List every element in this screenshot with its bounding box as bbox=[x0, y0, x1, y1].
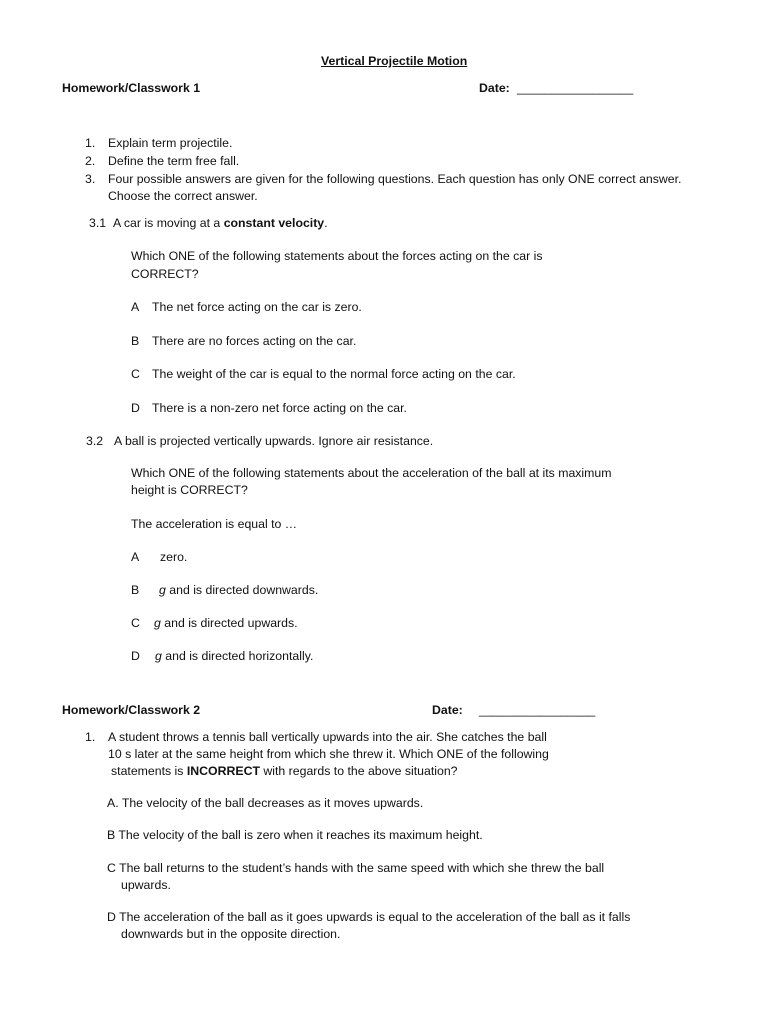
s2-question-1-line3-bold: INCORRECT bbox=[186, 764, 260, 778]
section1-date-blank: _________________ bbox=[517, 81, 634, 95]
s2-option-c-continued: upwards. bbox=[121, 878, 171, 892]
section2-date-blank: _________________ bbox=[479, 703, 596, 717]
q32-option-b-letter: B bbox=[131, 583, 140, 597]
q32-option-a-text: zero. bbox=[160, 550, 188, 564]
item-3-text-continued: Choose the correct answer. bbox=[108, 189, 258, 203]
question-3-2-text: A ball is projected vertically upwards. Ignore air resistance. bbox=[114, 434, 434, 448]
question-3-2-number: 3.2 bbox=[86, 434, 104, 448]
question-3-1-number: 3.1 bbox=[89, 216, 107, 230]
item-3-text: Four possible answers are given for the following questions. Each question has only ONE correct answer. bbox=[108, 172, 682, 186]
question-3-2-prompt: Which ONE of the following statements about the acceleration of the ball at its maximum bbox=[131, 466, 612, 480]
section1-date-label: Date: bbox=[479, 81, 510, 95]
q31-option-a-letter: A bbox=[131, 300, 140, 314]
q32-option-c bbox=[154, 615, 298, 632]
item-1-text: Explain term projectile. bbox=[108, 136, 233, 150]
q32-option-d-letter: D bbox=[131, 649, 140, 663]
q31-option-d-text: There is a non-zero net force acting on the car. bbox=[152, 401, 407, 415]
q31-option-a-text: The net force acting on the car is zero. bbox=[152, 300, 362, 314]
q32-option-c-letter: C bbox=[131, 616, 140, 630]
question-3-1-text: A car is moving at a bbox=[112, 216, 224, 230]
section2-heading: Homework/Classwork 2 bbox=[62, 703, 201, 717]
q32-option-b-symbol: g bbox=[159, 583, 166, 597]
q32-option-c-text: and is directed upwards. bbox=[160, 616, 298, 630]
q31-option-b-letter: B bbox=[131, 334, 140, 348]
s2-option-c: C The ball returns to the student’s hands with the same speed with which she threw the ball bbox=[107, 861, 605, 875]
q32-option-d-text: and is directed horizontally. bbox=[161, 649, 314, 663]
item-2-text: Define the term free fall. bbox=[108, 154, 240, 168]
section1-heading: Homework/Classwork 1 bbox=[62, 81, 201, 95]
question-3-2-prompt-continued: height is CORRECT? bbox=[131, 483, 248, 497]
item-2-number: 2. bbox=[85, 154, 96, 168]
q31-option-c-text: The weight of the car is equal to the normal force acting on the car. bbox=[152, 367, 516, 381]
q32-option-c-symbol: g bbox=[154, 616, 161, 630]
question-3-1 bbox=[89, 215, 328, 232]
question-3-1-prompt-continued: CORRECT? bbox=[131, 267, 199, 281]
section2-date-label: Date: bbox=[432, 703, 463, 717]
q31-option-d-letter: D bbox=[131, 401, 140, 415]
q32-option-b-text: and is directed downwards. bbox=[165, 583, 319, 597]
q32-option-b bbox=[159, 582, 318, 599]
s2-option-a: A. The velocity of the ball decreases as it moves upwards. bbox=[107, 796, 424, 810]
q31-option-b-text: There are no forces acting on the car. bbox=[152, 334, 357, 348]
s2-question-1-line3-a: statements is bbox=[111, 764, 187, 778]
s2-question-1-line1: A student throws a tennis ball vertically upwards into the air. She catches the ball bbox=[108, 730, 547, 744]
question-3-1-prompt: Which ONE of the following statements about the forces acting on the car is bbox=[131, 249, 543, 263]
s2-option-d-continued: downwards but in the opposite direction. bbox=[121, 927, 341, 941]
s2-question-1-line2: 10 s later at the same height from which she threw it. Which ONE of the following bbox=[108, 747, 549, 761]
q31-option-c-letter: C bbox=[131, 367, 140, 381]
s2-question-1-number: 1. bbox=[85, 730, 96, 744]
item-1-number: 1. bbox=[85, 136, 96, 150]
s2-question-1-line3-b: with regards to the above situation? bbox=[259, 764, 458, 778]
s2-option-b: B The velocity of the ball is zero when it reaches its maximum height. bbox=[107, 828, 483, 842]
question-3-1-bold: constant velocity bbox=[223, 216, 325, 230]
item-3-number: 3. bbox=[85, 172, 96, 186]
q32-option-a-letter: A bbox=[131, 550, 140, 564]
question-3-2-lead: The acceleration is equal to … bbox=[131, 517, 298, 531]
q32-option-d-symbol: g bbox=[155, 649, 162, 663]
q32-option-d bbox=[155, 648, 313, 665]
s2-question-1-line3 bbox=[111, 763, 458, 780]
page-title: Vertical Projectile Motion bbox=[321, 54, 468, 68]
question-3-1-end: . bbox=[324, 216, 328, 230]
s2-option-d: D The acceleration of the ball as it goes upwards is equal to the acceleration of the ball as it falls bbox=[107, 910, 631, 924]
